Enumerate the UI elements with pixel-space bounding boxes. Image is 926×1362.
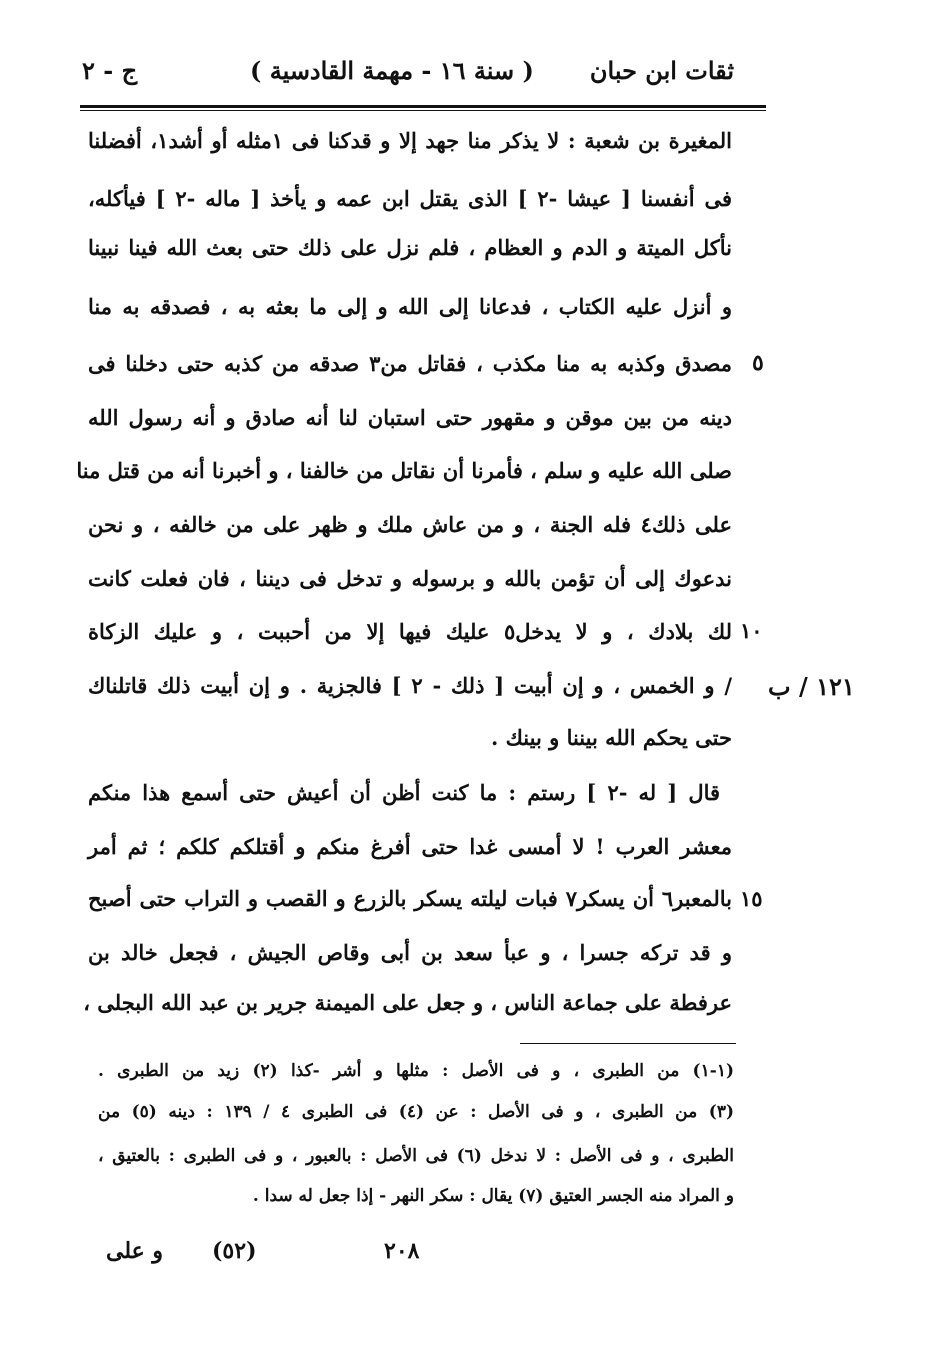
text-line: قال [ له -٢ ] رستم : ما كنت أظن أن أعيش حتى أسمع هذا منكم bbox=[88, 780, 721, 805]
line-number-10: ١٠ bbox=[740, 618, 763, 643]
text-line: و قد تركه جسرا ، و عبأ سعد بن أبى وقاص الجيش ، فجعل خالد بن bbox=[88, 940, 732, 965]
volume-label: ج - ٢ bbox=[82, 56, 138, 85]
text-line: فى أنفسنا [ عيشا -٢ ] الذى يقتل ابن عمه و يأخذ [ ماله -٢ ] فيأكله، bbox=[88, 186, 732, 211]
text-line: لك بلادك ، و لا يدخل٥ عليك فيها إلا من أحببت ، و عليك الزكاة bbox=[88, 619, 732, 644]
line-number-15: ١٥ bbox=[740, 886, 763, 911]
text-line: دينه من بين موقن و مقهور حتى استبان لنا أنه صادق و أنه رسول الله bbox=[88, 405, 732, 430]
footnote-line: (١-١) من الطبرى ، و فى الأصل : مثلها و أشر -كذا (٢) زيد من الطبرى . bbox=[98, 1061, 734, 1081]
text-line: بالمعبر٦ أن يسكر٧ فبات ليلته يسكر بالزرع و القصب و التراب حتى أصبح bbox=[88, 886, 732, 911]
text-line: على ذلك٤ فله الجنة ، و من عاش ملك و ظهر على من خالفه ، و نحن bbox=[88, 512, 732, 537]
footnote-line: الطبرى ، و فى الأصل : لا ندخل (٦) فى الأصل : بالعبور ، و فى الطبرى : بالعتيق ، bbox=[98, 1146, 734, 1166]
running-subtitle: ( سنة ١٦ - مهمة القادسية ) bbox=[250, 56, 534, 85]
running-title: ثقات ابن حبان bbox=[589, 56, 734, 85]
text-line: مصدق وكذبه به منا مكذب ، فقاتل من٣ صدقه من كذبه حتى دخلنا فى bbox=[88, 351, 732, 376]
text-line: عرفطة على جماعة الناس ، و جعل على الميمنة جرير بن عبد الله البجلى ، bbox=[83, 990, 732, 1015]
page-number: ٢٠٨ bbox=[384, 1238, 420, 1264]
catchword: و على bbox=[106, 1238, 164, 1264]
sheet-number: (٥٢) bbox=[212, 1238, 257, 1264]
footnote-line: (٣) من الطبرى ، و فى الأصل : عن (٤) فى الطبرى ٤ / ١٣٩ : دينه (٥) من bbox=[98, 1102, 735, 1122]
header-rule-thin bbox=[80, 110, 766, 111]
text-line: ندعوك إلى أن تؤمن بالله و برسوله و تدخل فى ديننا ، فان فعلت كانت bbox=[88, 566, 732, 591]
text-line: / و الخمس ، و إن أبيت [ ذلك - ٢ ] فالجزية . و إن أبيت ذلك قاتلناك bbox=[88, 673, 732, 698]
text-line: و أنزل عليه الكتاب ، فدعانا إلى الله و إلى ما بعثه به ، فصدقه به منا bbox=[88, 294, 732, 319]
footnote-rule bbox=[520, 1043, 736, 1044]
text-line: معشر العرب ! لا أمسى غدا حتى أفرغ منكم و أقتلكم كلكم ؛ ثم أمر bbox=[88, 834, 732, 859]
line-number-5: ٥ bbox=[752, 350, 764, 376]
text-line: صلى الله عليه و سلم ، فأمرنا أن نقاتل من خالفنا ، و أخبرنا أنه من قتل منا bbox=[76, 458, 732, 483]
text-line: نأكل الميتة و الدم و العظام ، فلم نزل على ذلك حتى بعث الله فينا نبينا bbox=[88, 235, 732, 260]
header-rule-thick bbox=[80, 105, 766, 108]
margin-folio-note: ١٢١ / ب bbox=[768, 672, 855, 701]
footnote-line: و المراد منه الجسر العتيق (٧) يقال : سكر النهر - إذا جعل له سدا . bbox=[252, 1186, 734, 1206]
text-line: المغيرة بن شعبة : لا يذكر منا جهد إلا و قدكنا فى ١مثله أو أشد١، أفضلنا bbox=[88, 128, 732, 153]
text-line: حتى يحكم الله بيننا و بينك . bbox=[490, 725, 732, 750]
